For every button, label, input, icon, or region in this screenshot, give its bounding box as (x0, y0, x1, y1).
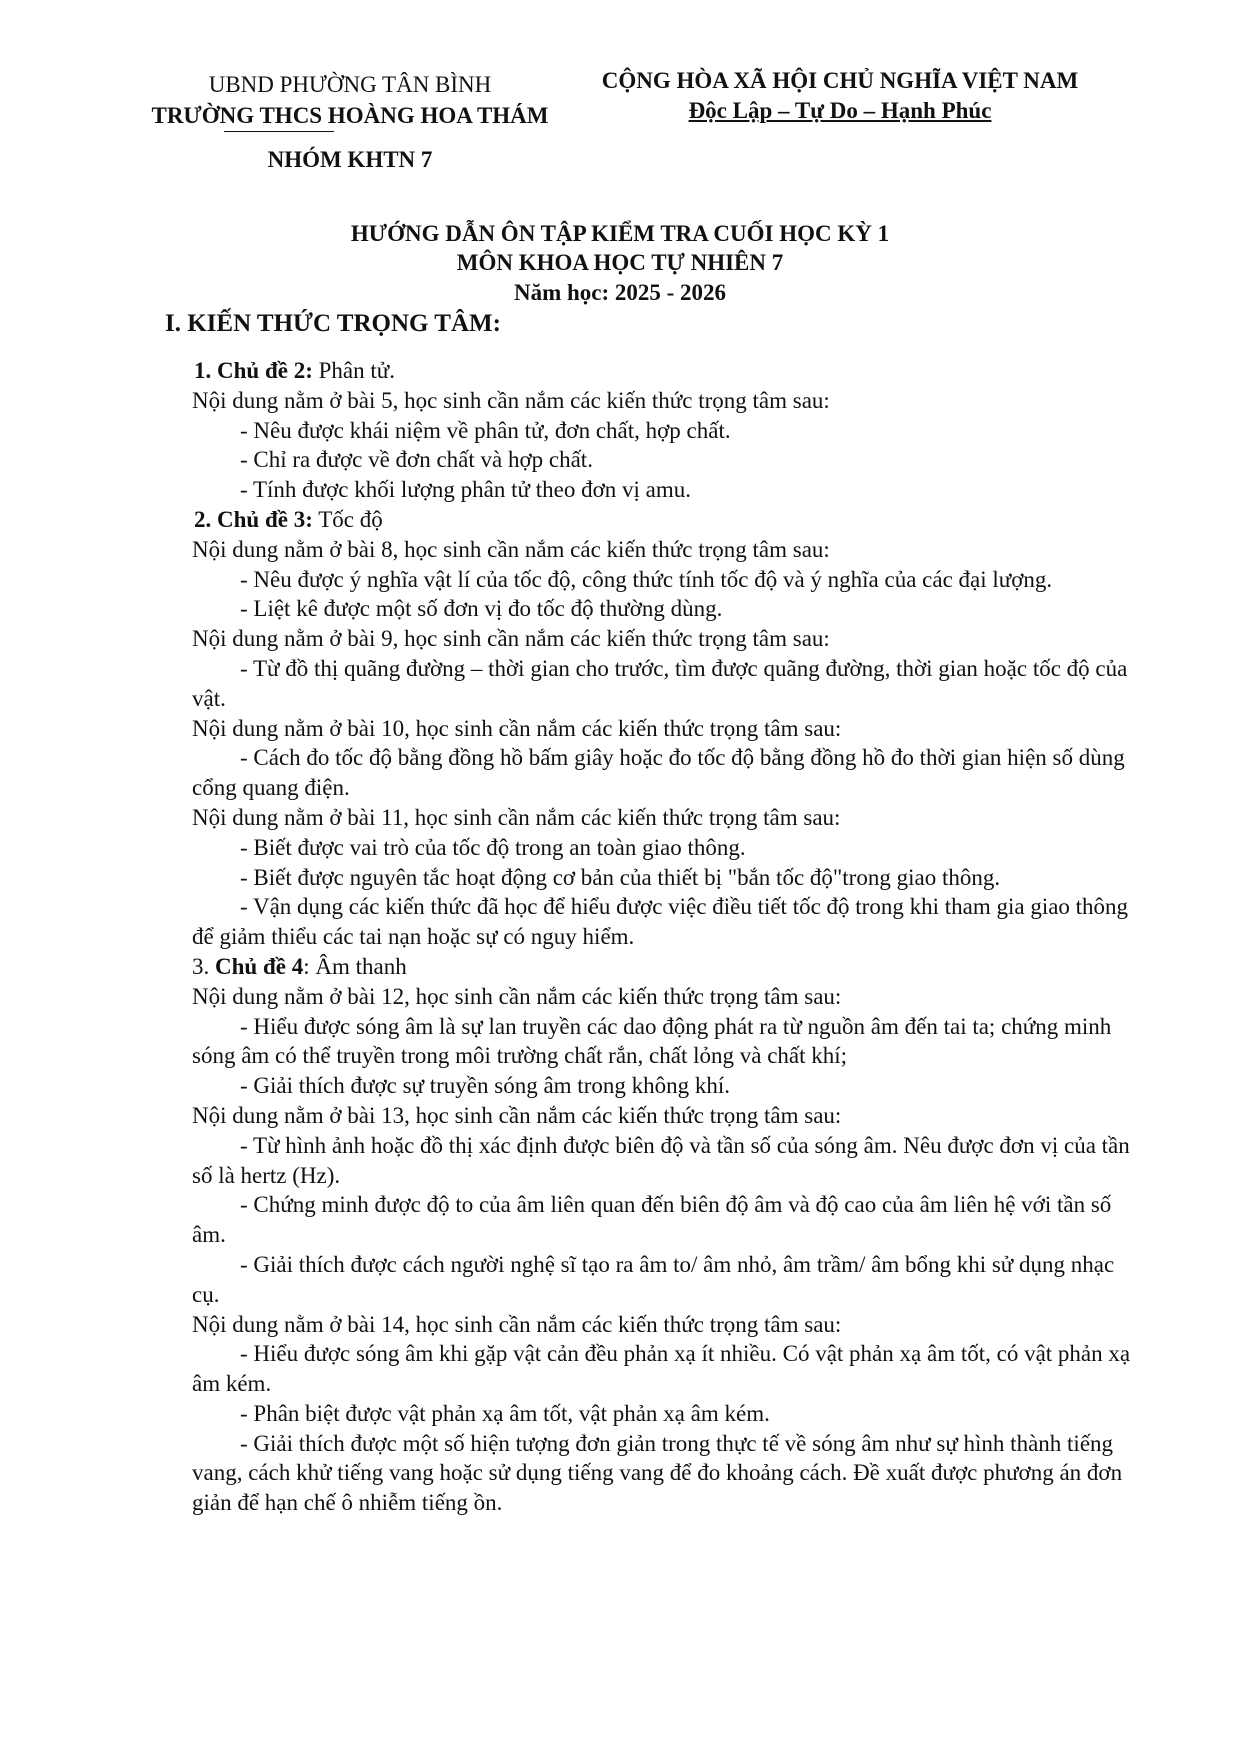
list-item: - Chỉ ra được về đơn chất và hợp chất. (240, 447, 593, 473)
lesson-10-intro: Nội dung nằm ở bài 10, học sinh cần nắm các kiến thức trọng tâm sau: (192, 715, 842, 741)
topic-4-num: 3. (192, 953, 215, 979)
list-item: - Vận dụng các kiến thức đã học để hiểu được việc điều tiết tốc độ trong khi tham gia giao thông để giảm thiểu các tai nạn hoặc sự có nguy hiểm. (192, 894, 1129, 950)
topic-2-label: 1. Chủ đề 2: (194, 358, 313, 383)
doc-subject: MÔN KHOA HỌC TỰ NHIÊN 7 (456, 250, 784, 275)
lesson-12-intro: Nội dung nằm ở bài 12, học sinh cần nắm các kiến thức trọng tâm sau: (192, 983, 842, 1009)
list-item: - Từ đồ thị quãng đường – thời gian cho trước, tìm được quãng đường, thời gian hoặc tốc độ của vật. (192, 655, 1128, 711)
list-item: - Liệt kê được một số đơn vị đo tốc độ thường dùng. (240, 596, 723, 622)
list-item: - Hiểu được sóng âm là sự lan truyền các dao động phát ra từ nguồn âm đến tai ta; chứng minh sóng âm có thể truyền trong môi trường chất rắn, chất lỏng và chất khí; (192, 1013, 1112, 1069)
lesson-8-intro: Nội dung nằm ở bài 8, học sinh cần nắm các kiến thức trọng tâm sau: (192, 536, 830, 562)
topic-2-intro: Nội dung nằm ở bài 5, học sinh cần nắm các kiến thức trọng tâm sau: (192, 387, 830, 413)
topic-4-label: Chủ đề 4 (215, 953, 304, 979)
list-item: - Giải thích được một số hiện tượng đơn giản trong thực tế về sóng âm như sự hình thành tiếng vang, cách khử tiếng vang hoặc sử dụng tiếng vang để đo khoảng cách. Đề xuất được phương án đơn giản để hạn chế ô nhiễm tiếng ồn. (192, 1430, 1123, 1516)
list-item: - Biết được nguyên tắc hoạt động cơ bản của thiết bị "bắn tốc độ"trong giao thông. (240, 864, 1001, 890)
doc-year: Năm học: 2025 - 2026 (513, 280, 727, 305)
section-heading: I. KIẾN THỨC TRỌNG TÂM: (165, 310, 501, 337)
topic-2-heading (192, 356, 1132, 386)
topic-4-heading (192, 952, 1132, 982)
topic-3-name: Tốc độ (312, 506, 383, 532)
school-district: UBND PHƯỜNG TÂN BÌNH (208, 72, 492, 97)
lesson-11-intro: Nội dung nằm ở bài 11, học sinh cần nắm các kiến thức trọng tâm sau: (192, 804, 841, 830)
list-item: - Nêu được ý nghĩa vật lí của tốc độ, công thức tính tốc độ và ý nghĩa của các đại lượng. (240, 566, 1053, 592)
group-name: NHÓM KHTN 7 (267, 147, 433, 172)
list-item: - Cách đo tốc độ bằng đồng hồ bấm giây hoặc đo tốc độ bằng đồng hồ đo thời gian hiện số dùng cổng quang điện. (192, 745, 1125, 801)
list-item: - Giải thích được cách người nghệ sĩ tạo ra âm to/ âm nhỏ, âm trầm/ âm bổng khi sử dụng nhạc cụ. (192, 1251, 1115, 1307)
list-item: - Chứng minh được độ to của âm liên quan đến biên độ âm và độ cao của âm liên hệ với tần số âm. (192, 1192, 1112, 1248)
list-item: - Hiểu được sóng âm khi gặp vật cản đều phản xạ ít nhiều. Có vật phản xạ âm tốt, có vật phản xạ âm kém. (192, 1341, 1131, 1397)
doc-title: HƯỚNG DẪN ÔN TẬP KIỂM TRA CUỐI HỌC KỲ 1 (350, 221, 890, 246)
school-name (120, 103, 580, 129)
list-item: - Nêu được khái niệm về phân tử, đơn chất, hợp chất. (240, 417, 731, 443)
list-item: - Giải thích được sự truyền sóng âm trong không khí. (240, 1073, 730, 1099)
list-item: - Tính được khối lượng phân tử theo đơn vị amu. (240, 477, 691, 503)
school-name-text: TRƯỜNG THCS HOÀNG HOA THÁM (151, 103, 549, 128)
document-body (192, 356, 1132, 1518)
topic-3-label: 2. Chủ đề 3: (194, 506, 313, 532)
school-name-underline (224, 131, 334, 132)
topic-2-name: Phân tử. (312, 358, 395, 383)
topic-4-name: : Âm thanh (303, 953, 407, 979)
list-item: - Từ hình ảnh hoặc đồ thị xác định được biên độ và tần số của sóng âm. Nêu được đơn vị của tần số là hertz (Hz). (192, 1132, 1130, 1188)
list-item: - Biết được vai trò của tốc độ trong an toàn giao thông. (240, 834, 746, 860)
lesson-9-intro: Nội dung nằm ở bài 9, học sinh cần nắm các kiến thức trọng tâm sau: (192, 626, 830, 652)
lesson-14-intro: Nội dung nằm ở bài 14, học sinh cần nắm các kiến thức trọng tâm sau: (192, 1311, 842, 1337)
lesson-13-intro: Nội dung nằm ở bài 13, học sinh cần nắm các kiến thức trọng tâm sau: (192, 1102, 842, 1128)
motto-text: Độc Lập – Tự Do – Hạnh Phúc (688, 98, 992, 123)
topic-3-heading (192, 505, 1132, 535)
country-motto (560, 98, 1120, 124)
country-name: CỘNG HÒA XÃ HỘI CHỦ NGHĨA VIỆT NAM (601, 68, 1079, 93)
list-item: - Phân biệt được vật phản xạ âm tốt, vật phản xạ âm kém. (240, 1400, 770, 1426)
